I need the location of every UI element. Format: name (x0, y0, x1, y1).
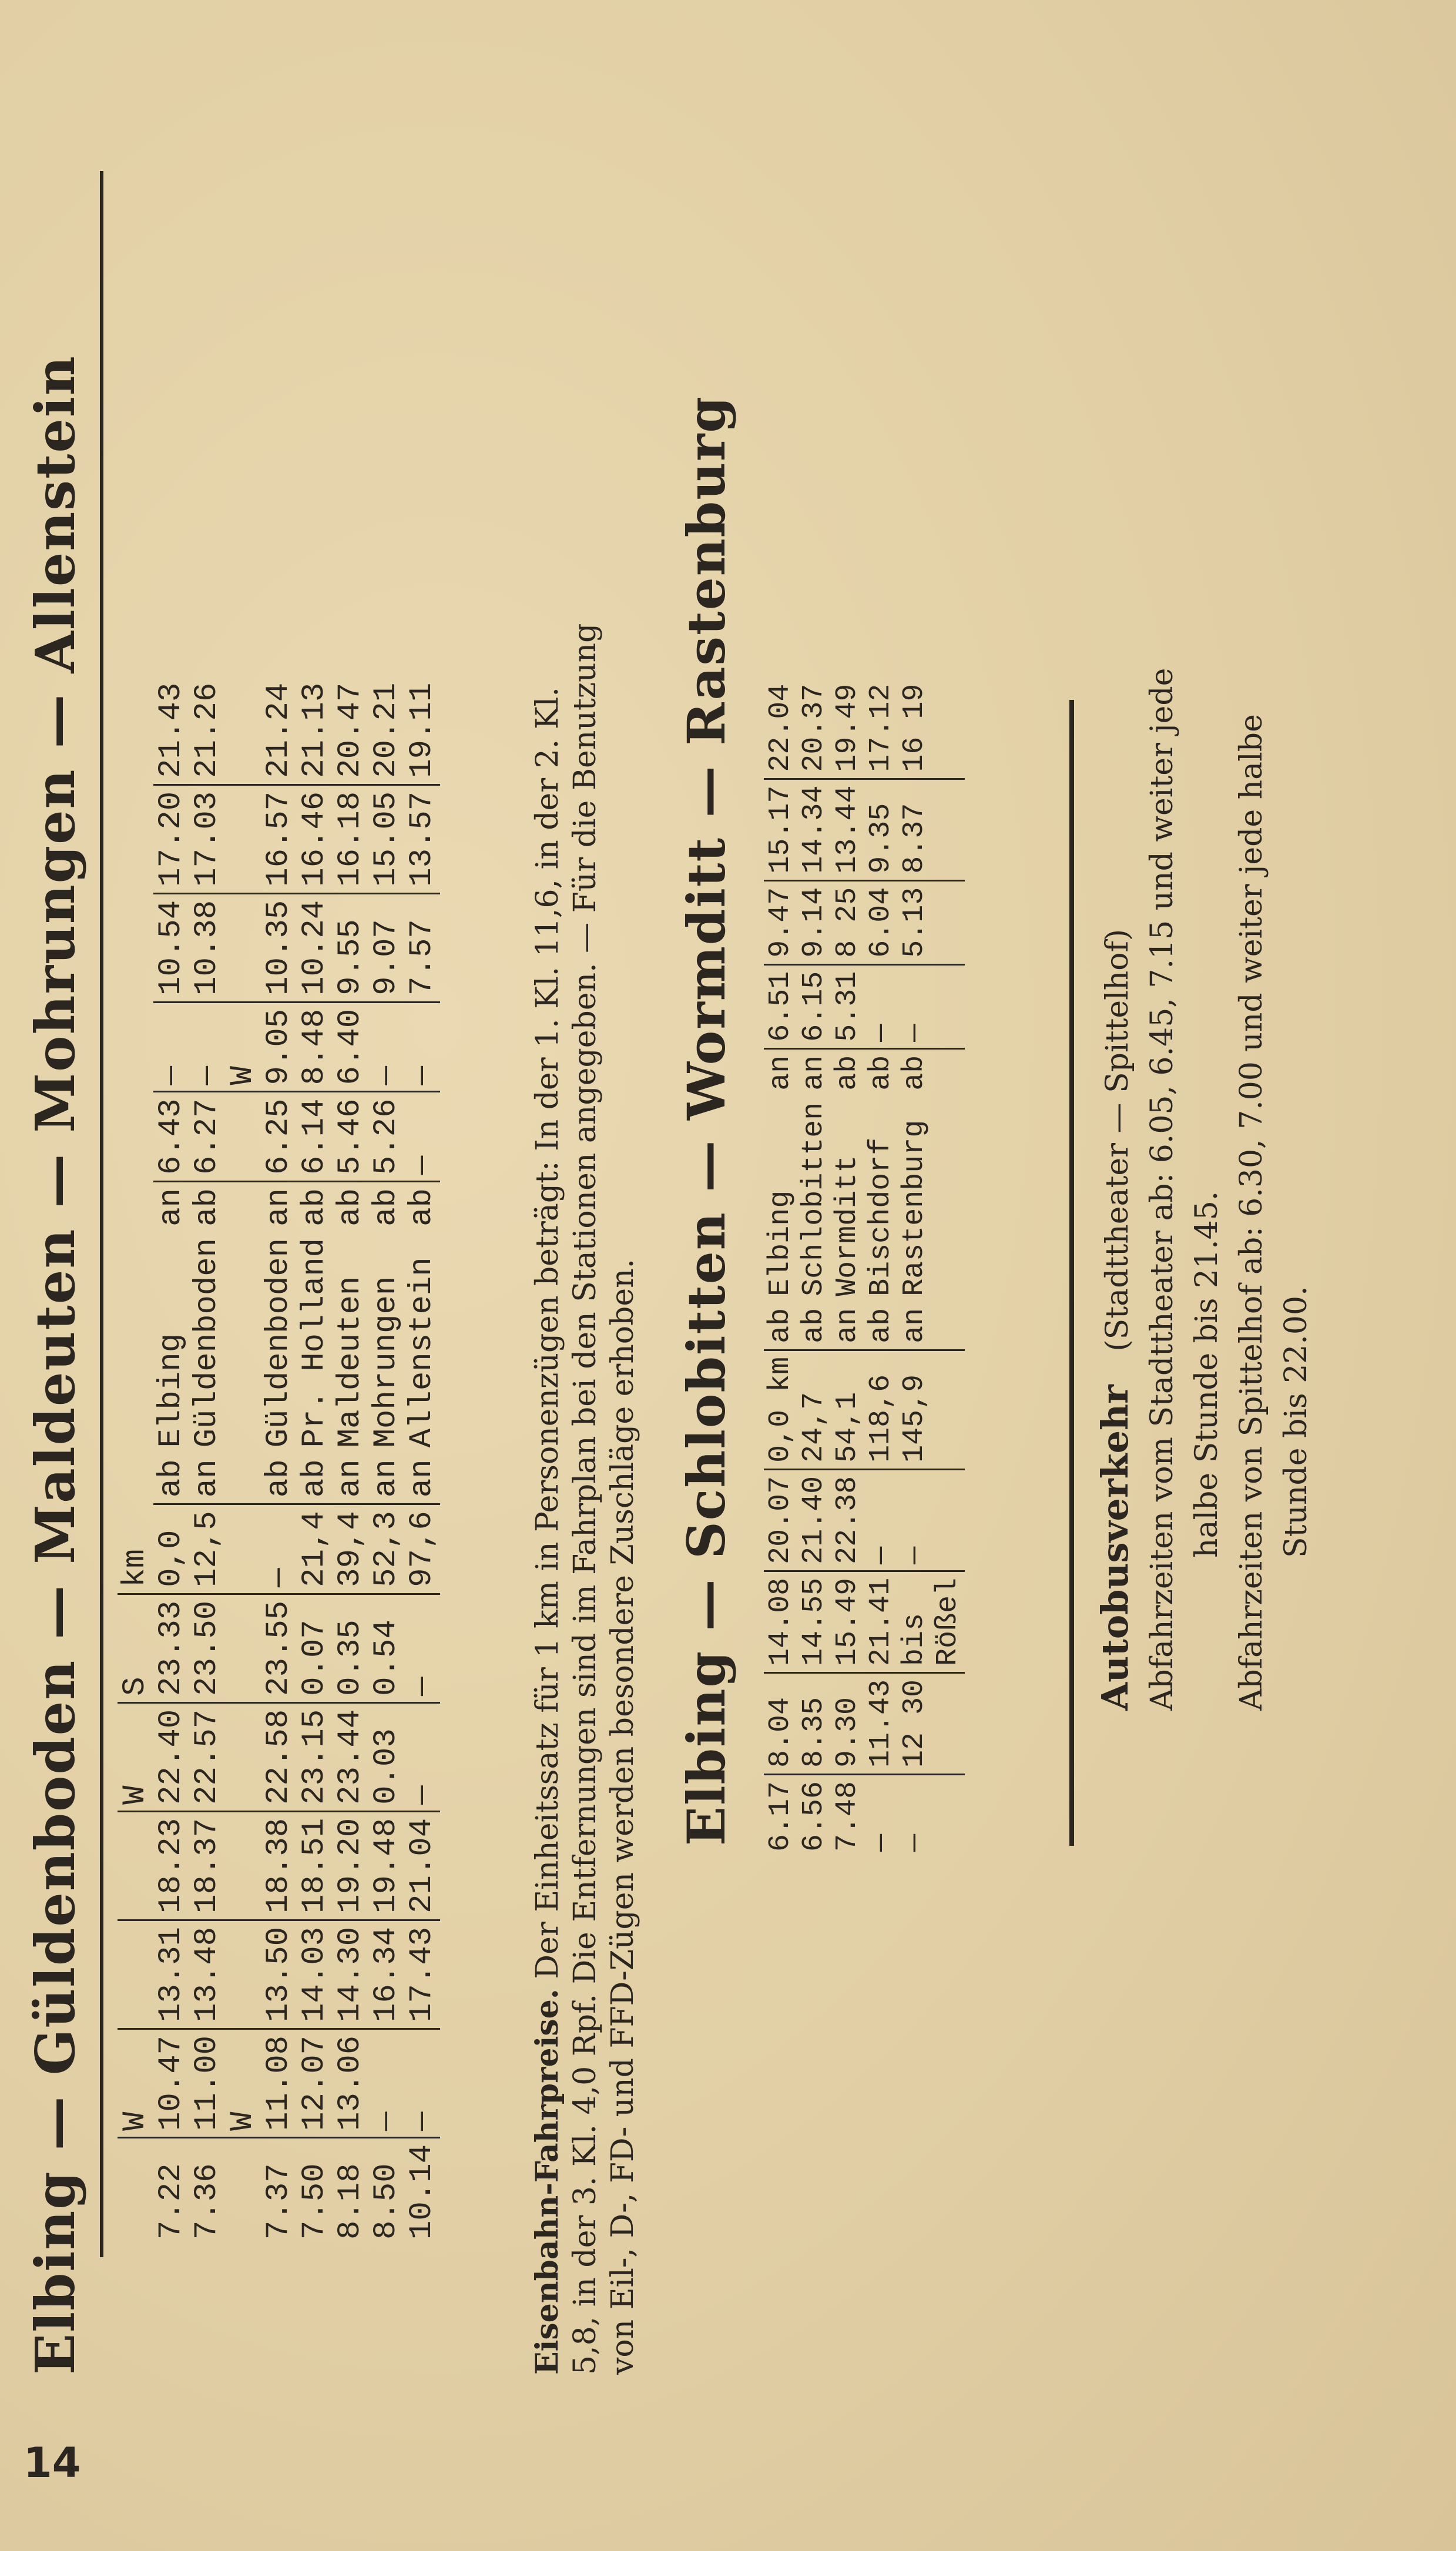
station-cell: Mohrungen (368, 1276, 404, 1448)
km-cell: 145,9 (898, 1350, 931, 1469)
bus-subtitle: (Stadttheater — Spittelhof) (1100, 928, 1135, 1352)
time-cell: 6.04 (864, 880, 898, 964)
mode-cell: ab (797, 1302, 831, 1350)
mode-cell: ab (153, 1453, 189, 1504)
time-cell: 9.35 (864, 779, 898, 880)
time-cell: 17.03 (189, 785, 225, 893)
time-cell: 22.58 (261, 1702, 297, 1811)
mode-cell: an (368, 1453, 404, 1504)
time-cell (225, 1092, 261, 1182)
header-cell (118, 1920, 153, 2029)
time-cell: 6.15 (797, 964, 831, 1048)
km-cell: 118,6 (864, 1350, 898, 1469)
io-cell: ab (368, 1188, 404, 1226)
time-cell: 10.24 (297, 893, 333, 1002)
time-cell (225, 677, 261, 785)
time-cell: 5.26 (368, 1092, 404, 1182)
io-cell: an (797, 1055, 831, 1091)
header-cell (118, 1811, 153, 1920)
time-cell: 20.07 (764, 1469, 797, 1571)
section1-left-rule (100, 171, 103, 2257)
header-cell (118, 2137, 153, 2245)
time-cell (225, 785, 261, 893)
km-cell: 39,4 (333, 1504, 368, 1594)
time-cell: 23.44 (333, 1702, 368, 1811)
time-cell: W (225, 2029, 261, 2137)
table-row (261, 677, 297, 2245)
station-cell: Elbing (153, 1333, 189, 1448)
mode-cell: ab (764, 1302, 797, 1350)
mode-cell: ab (864, 1302, 898, 1350)
time-cell: — (898, 1833, 931, 1852)
station-cell: Rastenburg (898, 1119, 931, 1296)
time-cell: 13.06 (333, 2029, 368, 2137)
mode-cell: ab (261, 1453, 297, 1504)
io-cell: ab (831, 1055, 864, 1091)
time-cell: 15.17 (764, 779, 797, 880)
bus-line-4: Stunde bis 22.00. (1279, 1286, 1314, 1558)
time-cell: 13.48 (189, 1920, 225, 2029)
fares-line-3: von Eil-, D-, FD- und FFD-Zügen werden besondere Zuschläge erhoben. (605, 1258, 640, 2375)
time-cell: 18.51 (297, 1811, 333, 1920)
time-cell: 10.38 (189, 893, 225, 1002)
header-cell: W (118, 2029, 153, 2137)
time-cell: — (404, 1002, 440, 1092)
io-cell: an (764, 1055, 797, 1091)
header-empty (118, 677, 153, 785)
time-cell: 19.49 (831, 678, 864, 779)
time-cell: 11.43 (864, 1672, 898, 1774)
section1-title: Elbing — Güldenboden — Maldeuten — Mohrungen — Allenstein (24, 355, 87, 2375)
time-cell: — (404, 1702, 440, 1811)
io-cell: ab (864, 1055, 898, 1091)
section2-timetable (764, 678, 965, 1858)
time-cell: 9.47 (764, 880, 797, 964)
time-cell: 5.13 (898, 880, 931, 964)
time-cell: bis (898, 1571, 931, 1672)
bus-line-3: Abfahrzeiten von Spittelhof ab: 6.30, 7.00 und weiter jede halbe (1234, 714, 1269, 1711)
km-cell (931, 1350, 965, 1469)
time-cell: 20.37 (797, 678, 831, 779)
time-cell: 23.15 (297, 1702, 333, 1811)
time-cell: 11.08 (261, 2029, 297, 2137)
km-cell: 0,0 km (764, 1350, 797, 1469)
mode-cell: an (333, 1453, 368, 1504)
station-cell: Pr. Holland (297, 1238, 333, 1448)
time-cell (225, 1920, 261, 2029)
time-cell: — (404, 2029, 440, 2137)
time-cell: 9.55 (333, 893, 368, 1002)
time-cell: 6.43 (153, 1092, 189, 1182)
bus-line-2: halbe Stunde bis 21.45. (1189, 1191, 1224, 1558)
time-cell: 13.57 (404, 785, 440, 893)
station-cell (225, 1232, 261, 1453)
time-cell (931, 880, 965, 964)
time-cell (931, 1774, 965, 1858)
fares-line-1: Eisenbahn-Fahrpreise. Der Einheitssatz für 1 km in Personenzügen beträgt: In der 1. Kl. 11,6, in der 2. Kl. (529, 687, 565, 2375)
time-cell: 19.11 (404, 677, 440, 785)
bus-top-rule (1069, 700, 1074, 1846)
time-cell: 12 30 (898, 1672, 931, 1774)
time-cell: 6.51 (764, 964, 797, 1048)
mode-cell: an (898, 1302, 931, 1350)
time-cell: 9.05 (261, 1002, 297, 1092)
time-cell: 14.30 (333, 1920, 368, 2029)
time-cell: 22.40 (153, 1702, 189, 1811)
time-cell: 21.04 (404, 1811, 440, 1920)
io-cell (931, 1048, 965, 1097)
io-cell: ab (333, 1188, 368, 1226)
page-number: 14 (24, 2439, 81, 2487)
time-cell: — (864, 964, 898, 1048)
table-row (297, 677, 333, 2245)
time-cell: — (189, 1002, 225, 1092)
time-cell: — (368, 2029, 404, 2137)
station-cell: Güldenboden (261, 1238, 297, 1448)
time-cell: 8.35 (797, 1672, 831, 1774)
time-cell: 9.30 (831, 1672, 864, 1774)
km-cell: — (261, 1504, 297, 1594)
time-cell: 5.46 (333, 1092, 368, 1182)
time-cell: — (404, 1092, 440, 1182)
time-cell: 20.47 (333, 677, 368, 785)
io-cell: ab (297, 1188, 333, 1226)
station-cell: Wormditt (831, 1155, 864, 1296)
time-cell: 0.07 (297, 1594, 333, 1702)
time-cell: 9.07 (368, 893, 404, 1002)
time-cell (931, 964, 965, 1048)
time-cell: 22.38 (831, 1469, 864, 1571)
time-cell: 10.47 (153, 2029, 189, 2137)
time-cell: 13.44 (831, 779, 864, 880)
io-cell (225, 1182, 261, 1232)
time-cell: 15.49 (831, 1571, 864, 1672)
time-cell: 17.20 (153, 785, 189, 893)
time-cell: 21.24 (261, 677, 297, 785)
station-cell: Elbing (764, 1190, 797, 1296)
time-cell: 6.14 (297, 1092, 333, 1182)
time-cell: 0.03 (368, 1702, 404, 1811)
time-cell: 9.14 (797, 880, 831, 964)
station-cell (931, 1097, 965, 1302)
io-cell: ab (189, 1188, 225, 1226)
station-cell: Maldeuten (333, 1276, 368, 1448)
time-cell: 16 19 (898, 678, 931, 779)
time-cell: 6.27 (189, 1092, 225, 1182)
table-row (368, 677, 404, 2245)
km-cell (225, 1504, 261, 1594)
table-row (764, 678, 797, 1858)
km-cell: 21,4 (297, 1504, 333, 1594)
time-cell: 18.23 (153, 1811, 189, 1920)
table-row (931, 678, 965, 1858)
time-cell: 22.04 (764, 678, 797, 779)
time-cell: 8.04 (764, 1672, 797, 1774)
time-cell: 21.43 (153, 677, 189, 785)
time-cell: 10.14 (404, 2144, 440, 2240)
time-cell: 14.55 (797, 1571, 831, 1672)
time-cell: 6.25 (261, 1092, 297, 1182)
time-cell: 13.31 (153, 1920, 189, 2029)
time-cell (225, 1811, 261, 1920)
time-cell: 7.37 (261, 2163, 297, 2240)
header-empty (118, 1092, 153, 1182)
table-row (831, 678, 864, 1858)
time-cell: 6.40 (333, 1002, 368, 1092)
time-cell: — (864, 1833, 898, 1852)
time-cell: 17.12 (864, 678, 898, 779)
table-row (225, 677, 261, 2245)
time-cell: 16.46 (297, 785, 333, 893)
table-row (333, 677, 368, 2245)
fares-heading: Eisenbahn-Fahrpreise. (529, 1989, 565, 2375)
time-cell: — (898, 1469, 931, 1571)
header-cell: W (118, 1702, 153, 1811)
time-cell: — (864, 1469, 898, 1571)
io-cell: ab (898, 1055, 931, 1091)
section1-header-row (118, 677, 153, 2245)
time-cell (225, 1702, 261, 1811)
time-cell: 10.54 (153, 893, 189, 1002)
time-cell (225, 1594, 261, 1702)
bus-title: Autobusverkehr (1093, 1385, 1136, 1711)
time-cell: Rößel (931, 1571, 965, 1672)
header-empty (118, 1232, 153, 1453)
time-cell: 14.03 (297, 1920, 333, 2029)
mode-cell: an (404, 1453, 440, 1504)
time-cell: 7.48 (831, 1781, 864, 1852)
time-cell: 16.34 (368, 1920, 404, 2029)
table-row (153, 677, 189, 2245)
time-cell: 8.18 (333, 2163, 368, 2240)
time-cell: 6.17 (764, 1781, 797, 1852)
time-cell (931, 678, 965, 779)
table-row (797, 678, 831, 1858)
time-cell: 5.31 (831, 964, 864, 1048)
header-empty (118, 1182, 153, 1232)
header-empty (118, 893, 153, 1002)
time-cell (931, 1469, 965, 1571)
bus-heading (1093, 668, 1140, 1711)
time-cell: 19.48 (368, 1811, 404, 1920)
time-cell: 0.54 (368, 1594, 404, 1702)
time-cell: 14.34 (797, 779, 831, 880)
station-cell: Allenstein (404, 1257, 440, 1448)
bus-line-1: Abfahrzeiten vom Stadttheater ab: 6.05, 6.45, 7.15 und weiter jede (1145, 668, 1180, 1711)
time-cell: — (898, 964, 931, 1048)
station-cell: Güldenboden (189, 1238, 225, 1448)
time-cell (931, 779, 965, 880)
io-cell: ab (404, 1188, 440, 1226)
km-cell: 12,5 (189, 1504, 225, 1594)
table-row (864, 678, 898, 1858)
section2-title: Elbing — Schlobitten — Wormditt — Rastenburg (676, 395, 737, 1846)
time-cell: 21.13 (297, 677, 333, 785)
time-cell: 18.37 (189, 1811, 225, 1920)
time-cell: 14.08 (764, 1571, 797, 1672)
mode-cell (225, 1453, 261, 1504)
table-row (189, 677, 225, 2245)
time-cell (225, 2137, 261, 2245)
section1-timetable (118, 677, 440, 2245)
header-empty (118, 785, 153, 893)
mode-cell: ab (297, 1453, 333, 1504)
time-cell: 23.50 (189, 1594, 225, 1702)
header-empty (118, 1002, 153, 1092)
time-cell: — (404, 1594, 440, 1702)
time-cell: 18.38 (261, 1811, 297, 1920)
time-cell: 16.57 (261, 785, 297, 893)
time-cell: 7.57 (404, 893, 440, 1002)
time-cell: 16.18 (333, 785, 368, 893)
header-cell: S (118, 1594, 153, 1702)
time-cell: 20.21 (368, 677, 404, 785)
station-cell: Schlobitten (797, 1102, 831, 1296)
mode-cell: an (189, 1453, 225, 1504)
time-cell: 7.36 (189, 2163, 225, 2240)
time-cell: 8.48 (297, 1002, 333, 1092)
time-cell: 8.50 (368, 2163, 404, 2240)
km-cell: 97,6 (404, 1504, 440, 1594)
mode-cell: an (831, 1302, 864, 1350)
mode-cell (931, 1302, 965, 1350)
time-cell: 23.33 (153, 1594, 189, 1702)
km-cell: 54,1 (831, 1350, 864, 1469)
time-cell: 8.37 (898, 779, 931, 880)
table-row (898, 678, 931, 1858)
io-cell: an (261, 1188, 297, 1226)
km-cell: 0,0 (153, 1504, 189, 1594)
time-cell: 11.00 (189, 2029, 225, 2137)
time-cell: — (153, 1002, 189, 1092)
io-cell: an (153, 1188, 189, 1226)
fares-line-2: 5,8, in der 3. Kl. 4,0 Rpf. Die Entfernungen sind im Fahrplan bei den Stationen angegeben. — Für die Benutzung (568, 623, 603, 2375)
time-cell: 21.41 (864, 1571, 898, 1672)
time-cell: 7.22 (153, 2163, 189, 2240)
time-cell: 8 25 (831, 880, 864, 964)
time-cell: 0.35 (333, 1594, 368, 1702)
time-cell: 23.55 (261, 1594, 297, 1702)
time-cell: 12.07 (297, 2029, 333, 2137)
time-cell: 10.35 (261, 893, 297, 1002)
bus-block (1093, 668, 1319, 1711)
time-cell: 17.43 (404, 1920, 440, 2029)
time-cell: W (225, 1002, 261, 1092)
table-row (404, 677, 440, 2245)
station-cell: Bischdorf (864, 1137, 898, 1296)
header-empty (118, 1453, 153, 1504)
time-cell: 21.26 (189, 677, 225, 785)
time-cell: 19.20 (333, 1811, 368, 1920)
time-cell: 7.50 (297, 2163, 333, 2240)
time-cell (931, 1672, 965, 1774)
km-cell: 24,7 (797, 1350, 831, 1469)
time-cell: — (368, 1002, 404, 1092)
time-cell: 21.40 (797, 1469, 831, 1571)
fares-note (529, 623, 642, 2375)
time-cell: 15.05 (368, 785, 404, 893)
time-cell: 6.56 (797, 1781, 831, 1852)
time-cell: 13.50 (261, 1920, 297, 2029)
km-cell: 52,3 (368, 1504, 404, 1594)
header-km: km (118, 1504, 153, 1594)
time-cell: 22.57 (189, 1702, 225, 1811)
time-cell (225, 893, 261, 1002)
